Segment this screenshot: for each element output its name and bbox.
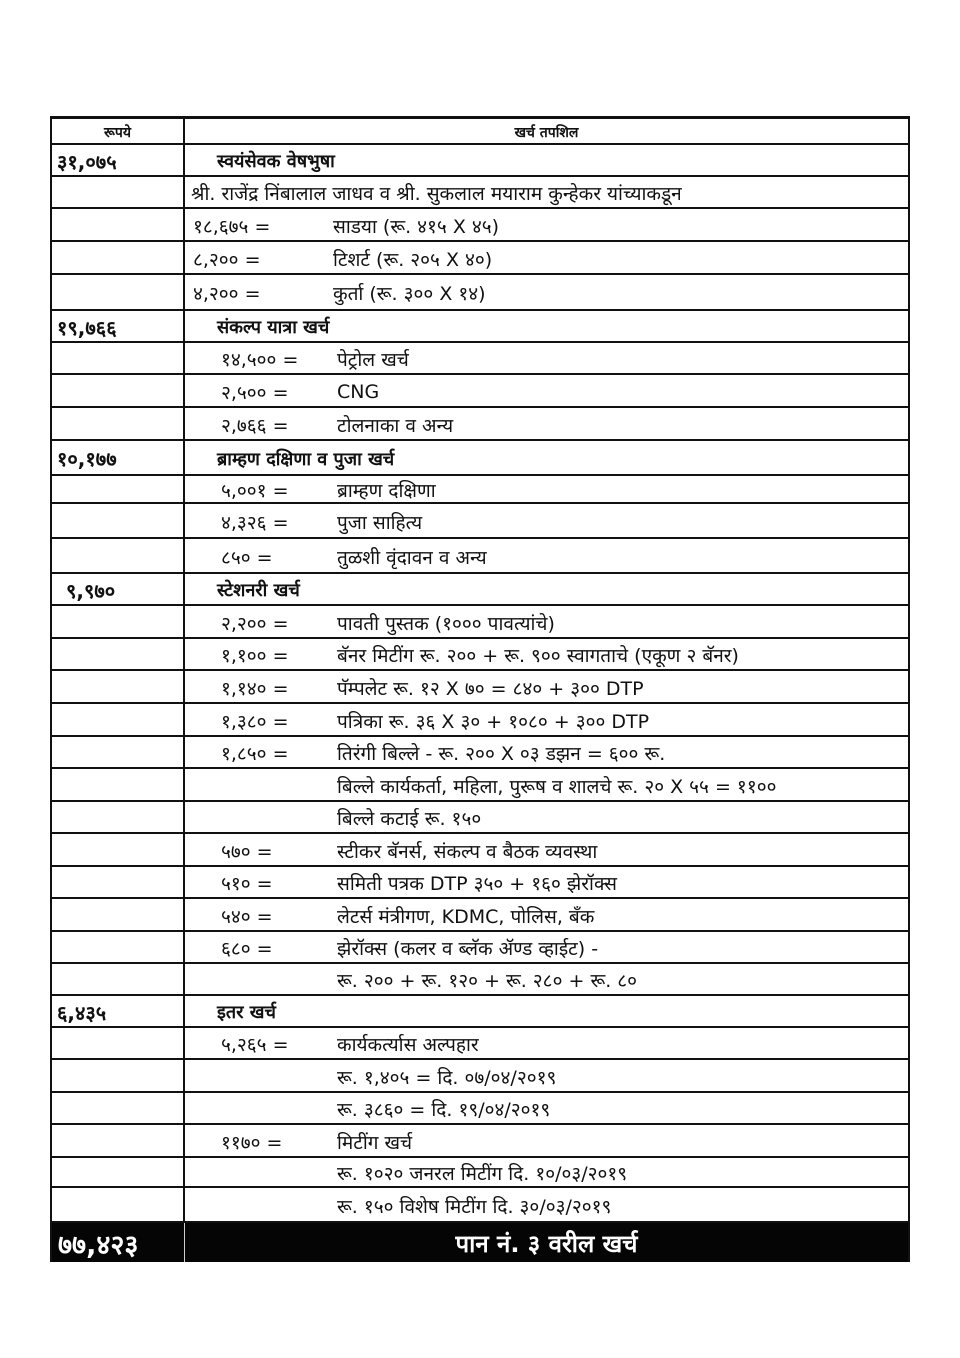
- item-cell: [185, 242, 908, 273]
- section-row: [52, 996, 908, 1028]
- empty-amount-cell: [52, 899, 185, 930]
- table-row: [52, 834, 908, 867]
- empty-amount-cell: [52, 834, 185, 865]
- table-row: [52, 802, 908, 834]
- table-row: [52, 1093, 908, 1125]
- section-heading: ब्राम्हण दक्षिणा व पुजा खर्च: [217, 448, 395, 470]
- item-cell: [185, 899, 908, 930]
- item-cell: [185, 375, 908, 406]
- empty-amount-cell: [52, 1093, 185, 1123]
- section-row: [52, 574, 908, 606]
- item-description: बिल्ले कार्यकर्ता, महिला, पुरूष व शालचे रू. २० X ५५ = ११००: [337, 775, 777, 798]
- section-heading: स्टेशनरी खर्च: [217, 580, 300, 601]
- table-row: [52, 899, 908, 932]
- item-description: रू. २०० + रू. १२० + रू. २८० + रू. ८०: [337, 970, 638, 992]
- table-row: [52, 343, 908, 375]
- grand-total: ७७,४२३: [52, 1223, 185, 1262]
- item-amount: ४,२०० =: [193, 283, 261, 305]
- empty-amount-cell: [52, 504, 185, 537]
- table-row: [52, 1158, 908, 1188]
- table-row: [52, 275, 908, 311]
- grand-total-row: [52, 1223, 908, 1262]
- item-cell: [185, 1028, 908, 1058]
- item-description: बिल्ले कटाई रू. १५०: [337, 808, 482, 830]
- item-description: टोलनाका व अन्य: [337, 414, 454, 437]
- section-heading: स्वयंसेवक वेषभुषा: [217, 151, 335, 172]
- table-row: [52, 964, 908, 996]
- empty-amount-cell: [52, 769, 185, 800]
- item-cell: [185, 1093, 908, 1123]
- item-description: बॅनर मिटींग रू. २०० + रू. ९०० स्वागताचे (एकूण २ बॅनर): [337, 645, 739, 667]
- item-amount: ५१० =: [221, 873, 273, 895]
- item-description: रू. १०२० जनरल मिटींग दि. १०/०३/२०१९: [337, 1163, 628, 1185]
- section-total: १०,१७७: [52, 441, 185, 474]
- item-description: रू. १,४०५ = दि. ०७/०४/२०१९: [337, 1066, 557, 1089]
- empty-amount-cell: [52, 177, 185, 207]
- item-cell: [185, 802, 908, 832]
- empty-amount-cell: [52, 209, 185, 240]
- item-description: मिटींग खर्च: [337, 1131, 413, 1154]
- section-total: ९,९७०: [52, 574, 185, 604]
- item-cell: [185, 964, 908, 994]
- empty-amount-cell: [52, 1125, 185, 1156]
- section-total: ३१,०७५: [52, 145, 185, 175]
- table-row: [52, 504, 908, 539]
- item-description: कुर्ता (रू. ३०० X १४): [333, 283, 486, 305]
- item-cell: [185, 476, 908, 502]
- table-row: [52, 606, 908, 639]
- item-cell: [185, 867, 908, 897]
- item-description: ब्राम्हण दक्षिणा: [337, 480, 436, 502]
- item-cell: [185, 737, 908, 767]
- table-row: [52, 639, 908, 671]
- item-description: झेरॉक्स (कलर व ब्लॅक ॲण्ड व्हाईट) -: [337, 938, 599, 960]
- section-total: १९,७६६: [52, 311, 185, 341]
- item-description: पावती पुस्तक (१००० पावत्यांचे): [337, 612, 555, 635]
- item-amount: ६८० =: [221, 938, 273, 960]
- item-description: तुळशी वृंदावन व अन्य: [337, 546, 487, 569]
- item-description: स्टीकर बॅनर्स, संकल्प व बैठक व्यवस्था: [337, 840, 598, 863]
- amount-column-header: रूपये: [52, 119, 185, 143]
- empty-amount-cell: [52, 1158, 185, 1186]
- table-row: [52, 932, 908, 964]
- item-description: टिशर्ट (रू. २०५ X ४०): [333, 248, 493, 271]
- item-cell: [185, 408, 908, 439]
- item-cell: [185, 275, 908, 309]
- note-text: श्री. राजेंद्र निंबालाल जाधव व श्री. सुकलाल मयाराम कुन्हेकर यांच्याकडून: [191, 183, 682, 205]
- item-cell: [185, 504, 908, 537]
- table-row: [52, 242, 908, 275]
- item-cell: [185, 606, 908, 637]
- item-amount: २,२०० =: [221, 612, 289, 635]
- table-row: [52, 177, 908, 209]
- table-row: [52, 1125, 908, 1158]
- table-row: [52, 408, 908, 441]
- item-description: पॅम्पलेट रू. १२ X ७० = ८४० + ३०० DTP: [337, 677, 644, 700]
- table-row: [52, 737, 908, 769]
- item-description: पत्रिका रू. ३६ X ३० + १०८० + ३०० DTP: [337, 710, 650, 733]
- details-column-header: खर्च तपशिल: [514, 124, 579, 141]
- empty-amount-cell: [52, 242, 185, 273]
- empty-amount-cell: [52, 606, 185, 637]
- section-row: [52, 311, 908, 343]
- empty-amount-cell: [52, 802, 185, 832]
- empty-amount-cell: [52, 343, 185, 373]
- item-description: CNG: [337, 380, 380, 403]
- empty-amount-cell: [52, 867, 185, 897]
- item-amount: ५,००१ =: [221, 480, 289, 502]
- item-description: रू. १५० विशेष मिटींग दि. ३०/०३/२०१९: [337, 1195, 612, 1218]
- item-description: पुजा साहित्य: [337, 511, 423, 534]
- item-cell: [185, 539, 908, 572]
- item-amount: ८५० =: [221, 546, 273, 569]
- section-row: [52, 145, 908, 177]
- empty-amount-cell: [52, 704, 185, 735]
- empty-amount-cell: [52, 639, 185, 669]
- item-cell: [185, 1125, 908, 1156]
- item-cell: [185, 639, 908, 669]
- item-cell: [185, 704, 908, 735]
- section-row: [52, 441, 908, 476]
- table-row: [52, 704, 908, 737]
- item-amount: ५७० =: [221, 840, 273, 863]
- empty-amount-cell: [52, 375, 185, 406]
- item-cell: [185, 343, 908, 373]
- footer-label: पान नं. ३ वरील खर्च: [455, 1230, 638, 1258]
- section-heading: इतर खर्च: [217, 1002, 276, 1023]
- item-amount: ५४० =: [221, 905, 273, 928]
- item-description: लेटर्स मंत्रीगण, KDMC, पोलिस, बँक: [337, 905, 595, 928]
- item-description: कार्यकर्त्यास अल्पहार: [337, 1034, 479, 1056]
- item-cell: [185, 769, 908, 800]
- empty-amount-cell: [52, 932, 185, 962]
- table-row: [52, 1060, 908, 1093]
- item-description: पेट्रोल खर्च: [337, 349, 409, 371]
- table-row: [52, 1188, 908, 1223]
- item-description: समिती पत्रक DTP ३५० + १६० झेरॉक्स: [337, 873, 618, 895]
- item-cell: [185, 209, 908, 240]
- item-cell: [185, 671, 908, 702]
- empty-amount-cell: [52, 737, 185, 767]
- expense-table: [50, 116, 910, 1262]
- table-row: [52, 769, 908, 802]
- item-cell: [185, 1188, 908, 1221]
- item-description: रू. ३८६० = दि. १९/०४/२०१९: [337, 1099, 551, 1121]
- item-cell: [185, 1060, 908, 1091]
- empty-amount-cell: [52, 964, 185, 994]
- empty-amount-cell: [52, 275, 185, 309]
- empty-amount-cell: [52, 476, 185, 502]
- item-cell: [185, 932, 908, 962]
- section-heading: संकल्प यात्रा खर्च: [217, 317, 330, 338]
- item-amount: ११७० =: [221, 1131, 283, 1154]
- item-amount: ५,२६५ =: [221, 1034, 289, 1056]
- table-row: [52, 671, 908, 704]
- empty-amount-cell: [52, 539, 185, 572]
- empty-amount-cell: [52, 1060, 185, 1091]
- item-amount: १४,५०० =: [221, 349, 299, 371]
- item-amount: १,८५० =: [221, 743, 289, 765]
- empty-amount-cell: [52, 671, 185, 702]
- item-cell: [185, 834, 908, 865]
- item-amount: ८,२०० =: [193, 248, 261, 271]
- empty-amount-cell: [52, 1188, 185, 1221]
- item-amount: १८,६७५ =: [193, 215, 271, 238]
- item-amount: २,७६६ =: [221, 414, 289, 437]
- item-amount: ४,३२६ =: [221, 511, 289, 534]
- table-row: [52, 539, 908, 574]
- item-amount: १,१४० =: [221, 677, 289, 700]
- table-header-row: [52, 116, 908, 145]
- item-description: तिरंगी बिल्ले - रू. २०० X ०३ डझन = ६०० रू.: [337, 743, 666, 765]
- empty-amount-cell: [52, 408, 185, 439]
- item-cell: [185, 1158, 908, 1186]
- item-amount: २,५०० =: [221, 381, 289, 404]
- item-description: साडया (रू. ४१५ X ४५): [333, 215, 500, 238]
- table-row: [52, 1028, 908, 1060]
- table-row: [52, 209, 908, 242]
- empty-amount-cell: [52, 1028, 185, 1058]
- item-amount: १,१०० =: [221, 645, 289, 667]
- table-row: [52, 476, 908, 504]
- table-row: [52, 867, 908, 899]
- section-total: ६,४३५: [52, 996, 185, 1026]
- item-amount: १,३८० =: [221, 710, 289, 733]
- table-row: [52, 375, 908, 408]
